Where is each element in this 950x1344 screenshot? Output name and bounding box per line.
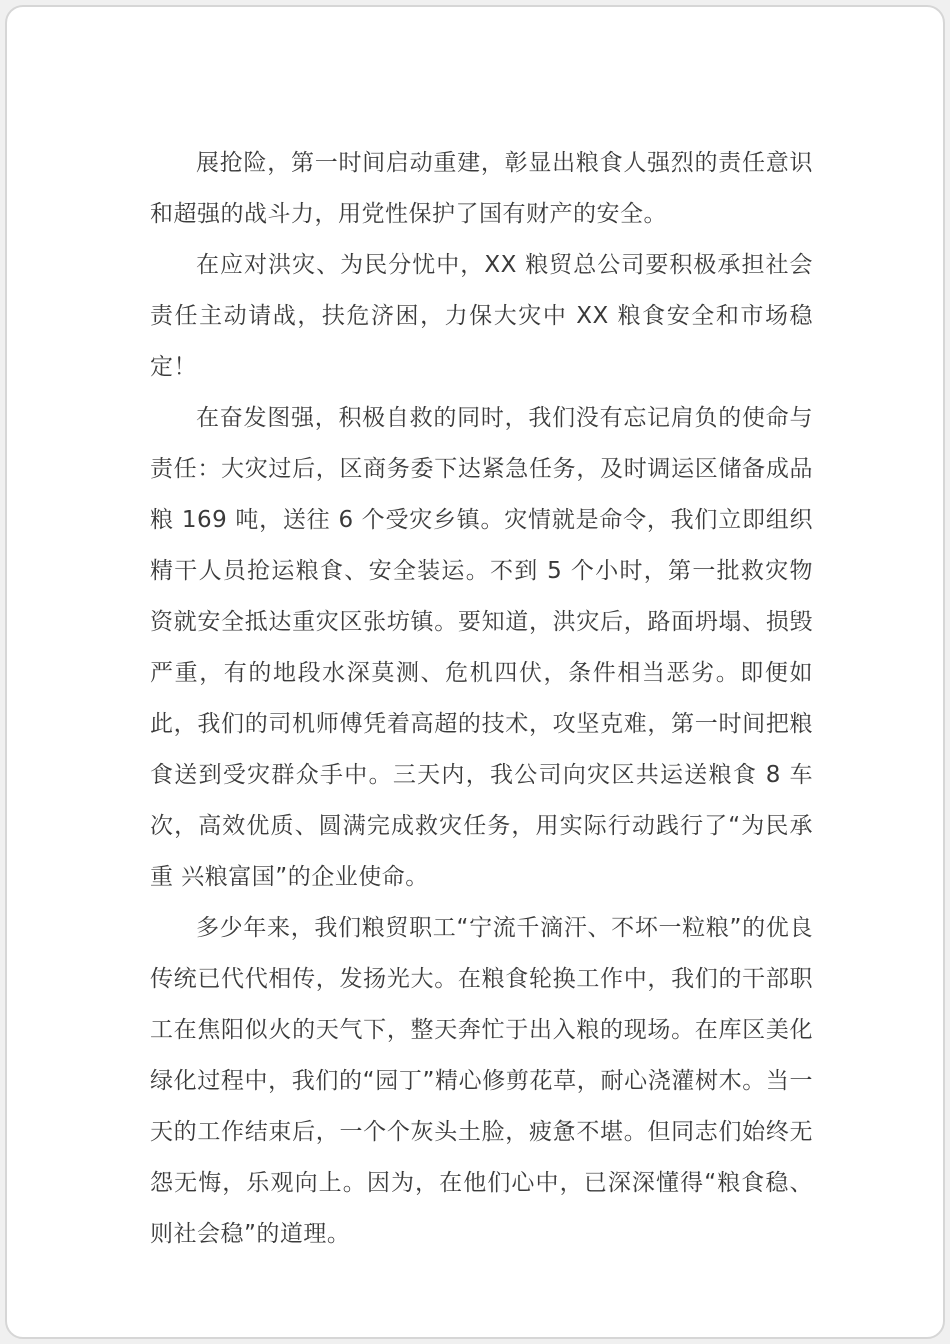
document-page (5, 5, 945, 1339)
paragraph: 展抢险，第一时间启动重建，彰显出粮食人强烈的责任意识和超强的战斗力，用党性保护了国有财产的安全。 (150, 150, 813, 227)
document-body-text (150, 138, 813, 1277)
paragraph: 在应对洪灾、为民分忧中，XX 粮贸总公司要积极承担社会责任主动请战，扶危济困，力保大灾中 XX 粮食安全和市场稳定！ (150, 252, 813, 380)
paragraph: 多少年来，我们粮贸职工“宁流千滴汗、不坏一粒粮”的优良传统已代代相传，发扬光大。在粮食轮换工作中，我们的干部职工在焦阳似火的天气下，整天奔忙于出入粮的现场。在库区美化绿化过程中，我们的“园丁”精心修剪花草，耐心浇灌树木。当一天的工作结束后，一个个灰头土脸，疲惫不堪。但同志们始终无怨无悔，乐观向上。因为，在他们心中，已深深懂得“粮食稳、则社会稳”的道理。 (150, 915, 813, 1247)
paragraph: 在奋发图强，积极自救的同时，我们没有忘记肩负的使命与责任：大灾过后，区商务委下达紧急任务，及时调运区储备成品粮 169 吨，送往 6 个受灾乡镇。灾情就是命令，我们立即组织精干人员抢运粮食、安全装运。不到 5 个小时，第一批救灾物资就安全抵达重灾区张坊镇。要知道，洪灾后，路面坍塌、损毁严重，有的地段水深莫测、危机四伏，条件相当恶劣。即便如此，我们的司机师傅凭着高超的技术，攻坚克难，第一时间把粮食送到受灾群众手中。三天内，我公司向灾区共运送粮食 8 车次，高效优质、圆满完成救灾任务，用实际行动践行了“为民承重 兴粮富国”的企业使命。 (150, 405, 813, 890)
